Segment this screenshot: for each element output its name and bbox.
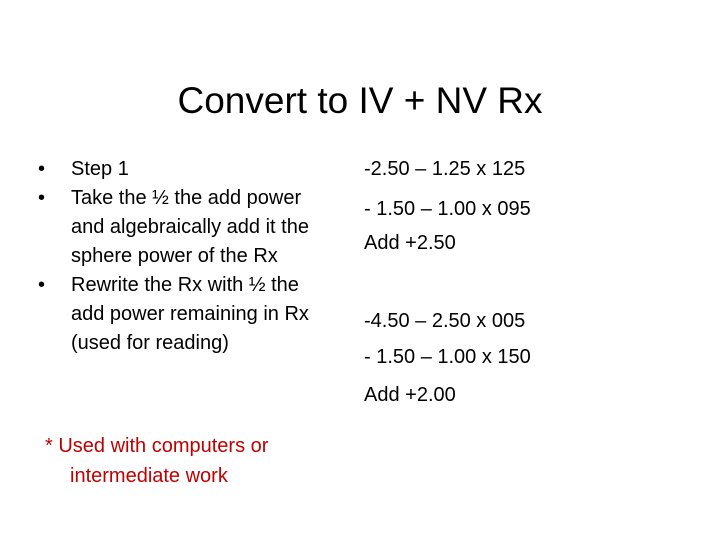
bullet-text: add power remaining in Rx (71, 303, 309, 325)
bullet-text: (used for reading) (71, 332, 229, 354)
bullet-list (38, 155, 368, 358)
rx-line-half-add: - 1.50 – 1.00 x 095 (364, 198, 531, 220)
slide-title: Convert to IV + NV Rx (177, 80, 543, 121)
footnote (45, 431, 375, 491)
rx-line-rewritten: -4.50 – 2.50 x 005 (364, 310, 526, 332)
bullet-text: Take the ½ the add power (71, 187, 302, 209)
bullet-item-rewrite-rx (38, 271, 368, 358)
bullet-text: and algebraically add it the (71, 216, 309, 238)
bullet-text: sphere power of the Rx (71, 245, 278, 267)
bullet-item-take-half-add (38, 184, 368, 271)
bullet-icon: • (38, 274, 46, 296)
rx-line-add-value: Add +2.50 (364, 232, 456, 254)
bullet-item-step-1 (38, 155, 368, 184)
rx-line-original: -2.50 – 1.25 x 125 (364, 158, 526, 180)
bullet-icon: • (38, 187, 46, 209)
bullet-icon: • (38, 158, 46, 180)
footnote-line: intermediate work (70, 465, 228, 487)
rx-line-rewritten-half-add: - 1.50 – 1.00 x 150 (364, 346, 531, 368)
footnote-line: * Used with computers or (45, 435, 269, 457)
bullet-text: Step 1 (71, 158, 129, 180)
rx-line-remaining-add: Add +2.00 (364, 384, 456, 406)
bullet-text: Rewrite the Rx with ½ the (71, 274, 299, 296)
